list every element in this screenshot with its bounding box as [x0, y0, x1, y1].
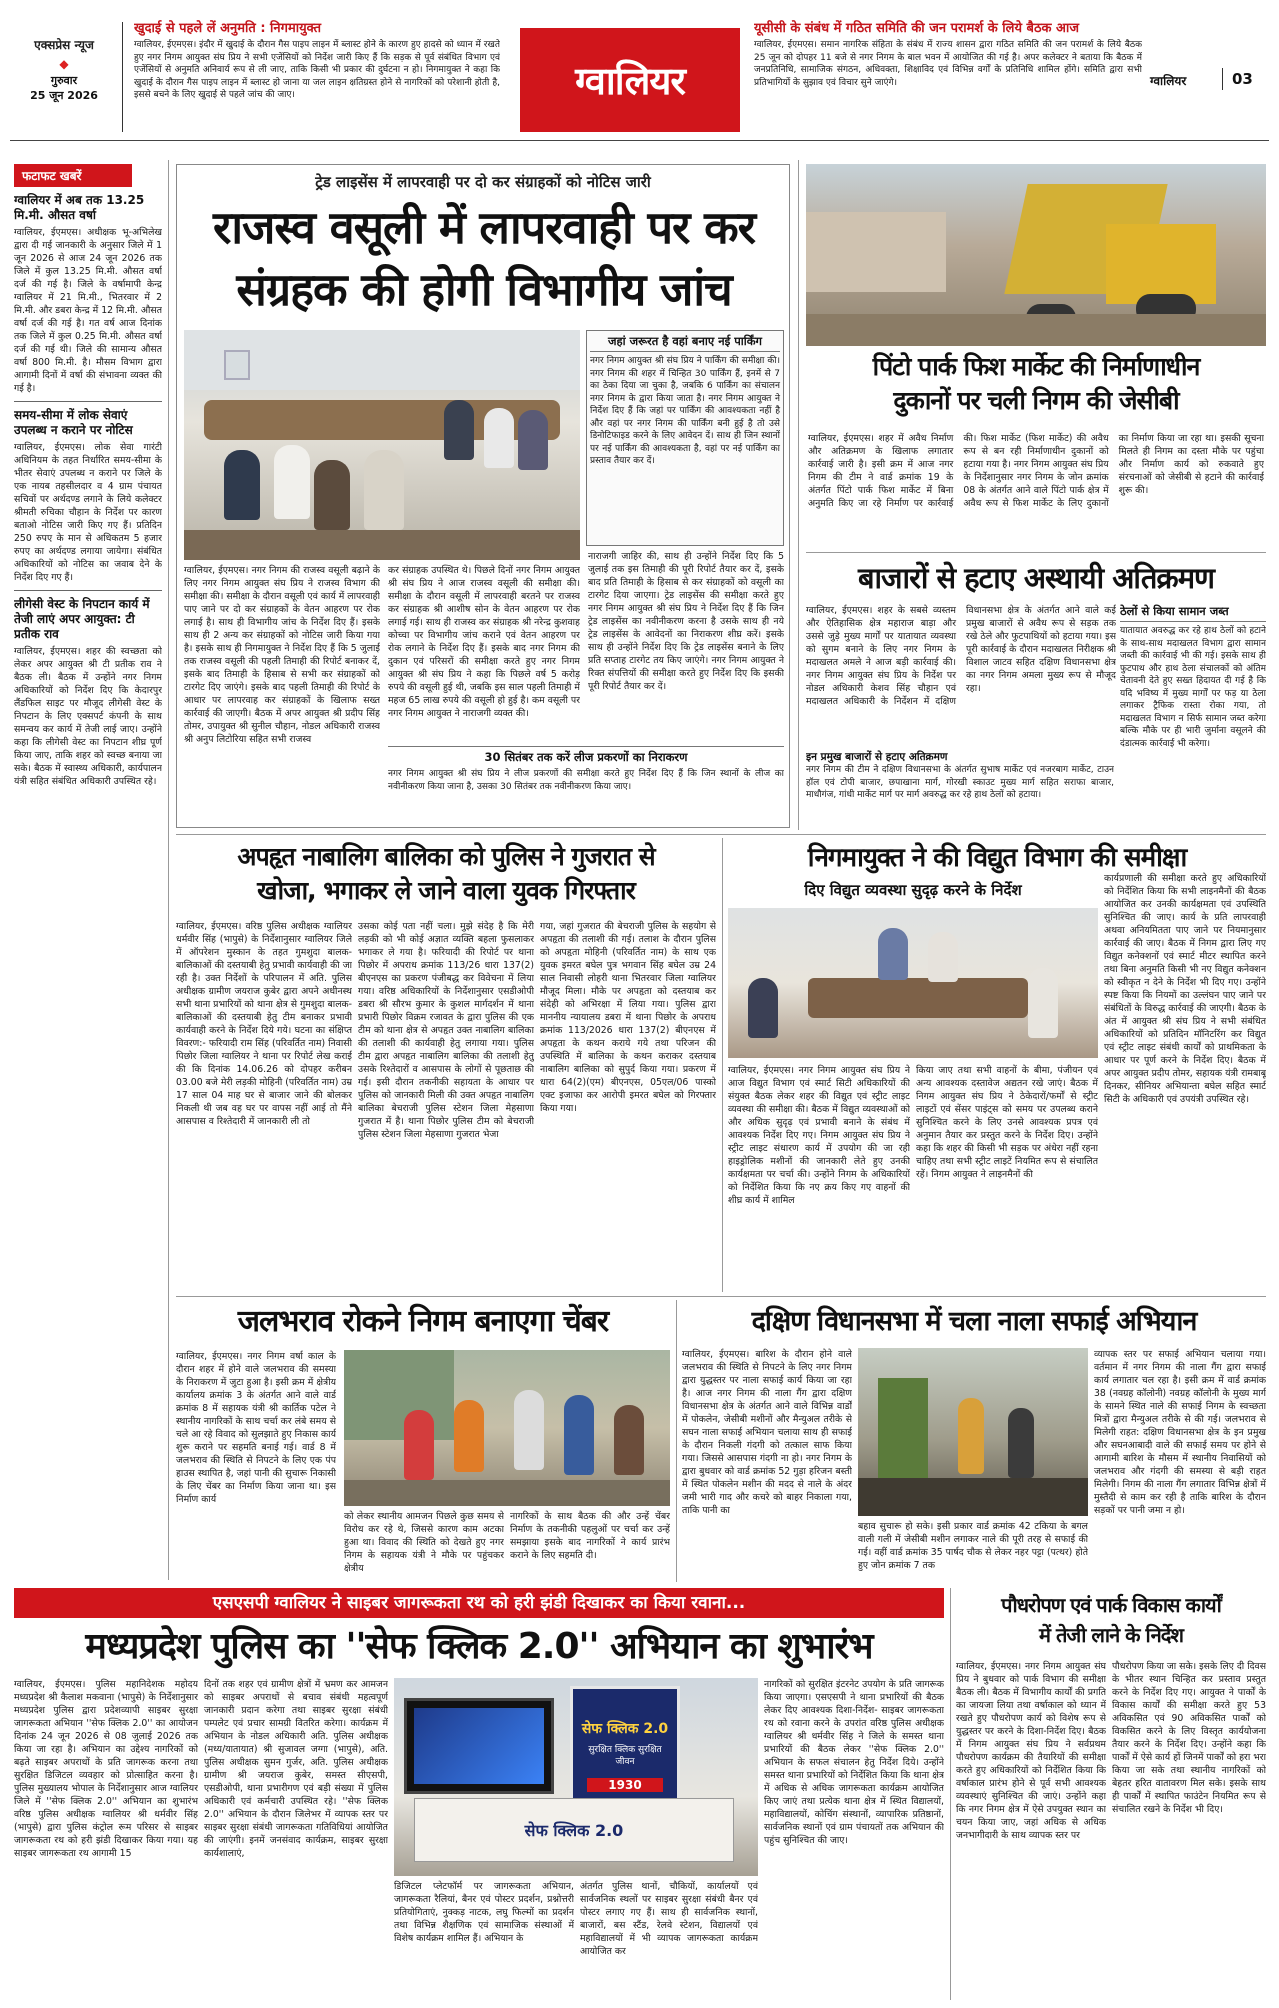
lease-strip: [388, 746, 784, 822]
power-col-2: किया जाए तथा सभी वाहनों के बीमा, पंजीयन एवं अन्य आवश्यक दस्तावेज अद्यतन रखे जाएं। बैठक में निगम आयुक्त संघ प्रिय ने ठेकेदारों/फर्मों से स्ट्रीट लाइटों एवं सेंसर पाइंट्स को समय पर उपलब्ध कराने सुनिश्चित करने के लिए उनसे आवश्यक प्रपत्र एवं अनुमान तैयार कर प्रस्तुत करने के निर्देश दिए। उन्होंने कहा कि शहर की किसी भी सड़क पर अंधेरा नहीं रहना चाहिए तथा सभी स्ट्रीट लाइटें नियमित रूप से संचालित रहें। निगम आयुक्त ने लाइनमैनों की: [916, 1065, 1098, 1180]
lead-kicker: ट्रेड लाइसेंस में लापरवाही पर दो कर संग्राहकों को नोटिस जारी: [315, 173, 651, 191]
sidebar-item: [14, 408, 162, 584]
drain-col-2: बहाव सुचारू हो सके। इसी प्रकार वार्ड क्रमांक 42 टकिया के बगल वाली गली में जेसीबी मशीन लगाकर नाले की पूरी तरह से सफाई की गई। वहीं वार्ड क्रमांक 35 पार्षद चौक से लेकर नहर पट्टा (पत्थर) होते हुए जोन क्रमांक 7 तक: [858, 1521, 1088, 1571]
poster-helpline: 1930: [587, 1778, 663, 1792]
lease-strip-title: 30 सितंबर तक करें लीज प्रकरणों का निराकरण: [484, 750, 688, 764]
power-subhead: दिए विद्युत व्यवस्था सुदृढ़ करने के निर्देश: [804, 881, 1022, 899]
bazar-box-body: यातायात अवरुद्ध कर रहे हाथ ठेलों को हटाने के साथ-साथ मदाखलत विभाग द्वारा सामान जब्ती की कार्रवाई भी की गई। इसके साथ ही फुटपाथ और हाथ ठेला संचालकों को अंतिम चेतावनी देते हुए सख्त हिदायत दी गई है कि यदि भविष्य में मुख्य मार्गों पर फड़ या ठेला लगाकर ट्रैफिक रास्ता रोका गया, तो मदाखलत विभाग न सिर्फ सामान जब्त करेगा बल्कि मौके पर ही भारी जुर्माना वसूलने की दंडात्मक कार्रवाई भी करेगा।: [1120, 626, 1266, 749]
lead-col-1: ग्वालियर, ईएमएस। नगर निगम की राजस्व वसूली बढ़ाने के लिए नगर निगम आयुक्त संघ प्रिय ने राजस्व विभाग की समीक्षा की। समीक्षा के दौरान वसूली एवं कार्य में लापरवाही पाए जाने पर दो कर संग्राहकों के वेतन आहरण पर रोक लगाई है। साथ ही विभागीय जांच के निर्देश दिए हैं। इसके साथ ही 2 अन्य कर संग्राहकों को नोटिस जारी किया गया है। इसके साथ ही निगमायुक्त ने निर्देश दिए हैं कि 5 जुलाई तक राजस्व वसूली की पहली तिमाही की रिपोर्ट बनाकर दें, इसके बाद तिमाही के हिसाब से सभी कर संग्राहकों को टारगेट दिए जाएंगे। इसके बाद पहली तिमाही की रिपोर्ट के आधार पर लापरवाह कर संग्राहकों के खिलाफ सख्त कार्रवाई की जाएगी। बैठक में अपर आयुक्त श्री प्रदीप सिंह तोमर, उपायुक्त श्री सुनील चौहान, नोडल अधिकारी राजस्व श्री अनुप लिटोरिया सहित सभी राजस्व: [184, 565, 380, 745]
sidebar-item: [14, 597, 162, 788]
page-city: ग्वालियर: [1150, 74, 1187, 88]
pinto-photo: [806, 164, 1266, 346]
bazar-strip: [806, 750, 1114, 826]
section-box: [520, 28, 740, 132]
plant-headline-2: में तेजी लाने के निर्देश: [1039, 1623, 1183, 1647]
lead-col-3: नाराजगी जाहिर की, साथ ही उन्होंने निर्देश दिए कि 5 जुलाई तक इस तिमाही की पूरी रिपोर्ट तैयार कर दें, इसके बाद प्रति तिमाही के हिसाब से कर संग्राहकों को वसूली का टारगेट दिया जाएगा। ट्रेड लाइसेंस की समीक्षा करते हुए नगर निगम आयुक्त श्री संघ प्रिय ने निर्देश दिए हैं कि जिन ट्रेड लाइसेंस का नवीनीकरण करना है उसके साथ ही नये ट्रेड लाइसेंस के आवेदनों का निराकरण शीघ्र करें। इसके साथ ही उन्होंने निर्देश दिए कि ट्रेड लाइसेंस बनाने के लिए प्रति सप्ताह टारगेट तय किए जाएंगे। नगर निगम आयुक्त ने रिक्त संपत्तियों की समीक्षा करते हुए निर्देश दिए कि इसकी पूरी रिपोर्ट तैयार कर दें।: [588, 551, 784, 692]
lease-strip-body: नगर निगम आयुक्त श्री संघ प्रिय ने लीज प्रकरणों की समीक्षा करते हुए निर्देश दिए हैं कि जिन स्थानों के लीज का नवीनीकरण किया जाना है, उसका 30 सितंबर तक नवीनीकरण किया जाए।: [388, 769, 784, 792]
sidebar-item-body: ग्वालियर, ईएमएस। शहर की स्वच्छता को लेकर अपर आयुक्त श्री टी प्रतीक राव ने बैठक ली। बैठक में उन्होंने नगर निगम अधिकारियों को निर्देश दिए कि केदारपुर लैंडफिल साइट पर मौजूद लीगेसी वेस्ट के निपटान के लिए एक्सपर्ट कंपनी के साथ समन्वय कर कार्य में तेजी लाई जाए। उन्होंने कहा कि लीगेसी वेस्ट का निपटान शीघ्र पूर्ण किया जाए, ताकि शहर को स्वच्छ बनाया जा सके। बैठक में स्वास्थ्य अधिकारी, कार्यपालन यंत्री सहित संबंधित अधिकारी उपस्थित रहे।: [14, 646, 162, 787]
flood-headline: जलभराव रोकने निगम बनाएगा चेंबर: [237, 1304, 609, 1339]
cyber-photo: [394, 1678, 758, 1876]
section-title: ग्वालियर: [575, 59, 685, 103]
sidebar: [14, 164, 162, 1582]
brand-box: [18, 30, 110, 118]
flood-photo: [344, 1350, 670, 1506]
plant-col-2: पौधरोपण किया जा सके। इसके लिए दी दिवस के भीतर स्थान चिन्हित कर प्रस्ताव प्रस्तुत करने के निर्देश दिए गए। आयुक्त ने पार्कों के विकास कार्यों की समीक्षा करते हुए 53 अविकसित एवं 90 अविकसित पार्कों को विकसित करने के लिए विस्तृत कार्ययोजना तैयार करने के निर्देश दिए। उन्होंने कहा कि पार्कों में ऐसे कार्य हों जिनमें पार्कों को हरा भरा किया जा सके तथा स्थानीय नागरिकों को बेहतर हरित वातावरण मिल सके। इसके साथ ही पार्कों में स्थापित फाउंटेन नियमित रूप से संचालित रखने के निर्देश भी दिए।: [1112, 1661, 1266, 1815]
lead-photo: [184, 330, 580, 560]
top-left-title: खुदाई से पहले लें अनुमति : निगमायुक्त: [134, 21, 322, 36]
parking-box-title: जहां जरूरत है वहां बनाए नई पार्किंग: [590, 334, 780, 352]
sidebar-item-title: लीगेसी वेस्ट के निपटान कार्य में तेजी लाएं अपर आयुक्त: टी प्रतीक राव: [14, 597, 150, 641]
masthead-day: गुरुवार: [50, 74, 78, 87]
flood-col-1: ग्वालियर, ईएमएस। नगर निगम वर्षा काल के दौरान शहर में होने वाले जलभराव की समस्या के निराकरण में जुटा हुआ है। इसी क्रम में क्षेत्रीय कार्यालय क्रमांक 3 के अंतर्गत आने वाले वार्ड क्रमांक 8 में सहायक यंत्री श्री कार्तिक पटेल ने स्थानीय नागरिकों के साथ चर्चा कर लंबे समय से चले आ रहे विवाद को सुलझाते हुए निकास कार्य शुरू कराने पर सहमति बनाई गई। वार्ड 8 में जलभराव की स्थिति से निपटने के लिए एक पंप हाउस स्थापित है, जहां पानी की सुचारू निकासी के लिए चेंबर का निर्माण किया जाना था। इस निर्माण कार्य: [176, 1351, 336, 1505]
pinto-body: ग्वालियर, ईएमएस। शहर में अवैध निर्माण और अतिक्रमण के खिलाफ लगातार कार्रवाई जारी है। इसी क्रम में आज नगर निगम की टीम ने वार्ड क्रमांक 19 के अंतर्गत पिंटो पार्क फिश मार्केट में बिना अनुमति किए जा रहे निर्माण पर कार्रवाई की। फिश मार्केट (फिश मार्केट) की अवैध रूप से बन रही निर्माणाधीन दुकानों को हटाया गया है। नगर निगम आयुक्त संघ प्रिय के निर्देशानुसार नगर निगम के जोन क्रमांक 08 के अंतर्गत आने वाले पिंटो पार्क क्षेत्र में अवैध रूप से फिश मार्केट के लिए दुकानों का निर्माण किया जा रहा था। इसकी सूचना मिलते ही निगम का दस्ता मौके पर पहुंचा और निर्माण कार्य को रुकवाते हुए संरचनाओं को जेसीबी से हटाने की कार्रवाई शुरू की।: [808, 433, 1264, 509]
top-left-body: ग्वालियर, ईएमएस। इंदौर में खुदाई के दौरान गैस पाइप लाइन में ब्लास्ट होने के कारण हुए हादसे को ध्यान में रखते हुए नगर निगम आयुक्त संघ प्रिय ने सभी एजेंसियों को निर्देश जारी किए हैं कि सड़क से पूर्व संबंधित विभाग एवं एजेंसियों से अनुमति अनिवार्य रूप से ली जाए, ताकि किसी भी प्रकार की दुर्घटना न हो। निगमायुक्त ने कहा कि खुदाई के दौरान गैस पाइप लाइन में ब्लास्ट हो जाना या जल लाइन क्षतिग्रस्त होने से नागरिकों को परेशानी होती है, इससे बचने के लिए खुदाई से पहले जांच की जाए।: [134, 40, 500, 101]
parking-box-body: नगर निगम आयुक्त श्री संघ प्रिय ने पार्किंग की समीक्षा की। नगर निगम की शहर में चिन्हित 30 पार्किंग हैं, इनमें से 7 का ठेका दिया जा चुका है, जबकि 6 पार्किंग का संचालन नगर निगम के द्वारा किया जाता है। नगर निगम आयुक्त ने निर्देश दिए हैं कि जहां पर पार्किंग की आवश्यकता नहीं है और वहां पर नगर निगम की पार्किंग बनी हुई है तो उसे डिनोटिफाइड करने के लिए आवेदन दें। साथ ही जिन स्थानों पर नई पार्किंग की आवश्यकता है, वहां पर नई पार्किंग का प्रस्ताव तैयार कर दें।: [590, 356, 780, 466]
bazar-strip-title: इन प्रमुख बाजारों से हटाए अतिक्रमण: [806, 751, 948, 763]
top-right-title: यूसीसी के संबंध में गठित समिति की जन परामर्श के लिये बैठक आज: [754, 21, 1079, 36]
cyber-col-4: अंतर्गत पुलिस थानों, चौकियों, कार्यालयों एवं सार्वजनिक स्थलों पर साइबर सुरक्षा संबंधी बैनर एवं पोस्टर लगाए गए हैं। साथ ही सार्वजनिक स्थानों, बाजारों, बस स्टैंड, रेलवे स्टेशन, विद्यालयों एवं महाविद्यालयों में भी व्यापक जागरूकता कार्यक्रम आयोजित कर: [580, 1881, 758, 1957]
masthead: [0, 0, 1279, 135]
bazar-box-title: ठेलों से किया सामान जब्त: [1120, 604, 1266, 622]
sidebar-item-title: समय-सीमा में लोक सेवाएं उपलब्ध न कराने पर नोटिस: [14, 408, 133, 437]
poster-sub: सुरक्षित क्लिक सुरक्षित जीवन: [588, 1745, 662, 1767]
page-number: 03: [1232, 70, 1253, 88]
masthead-date: 25 जून 2026: [30, 89, 98, 102]
sidebar-item-body: ग्वालियर, ईएमएस। लोक सेवा गारंटी अधिनियम के तहत निर्धारित समय-सीमा के भीतर सेवाएं उपलब्ध न कराने पर जिले के एक नायब तहसीलदार व 4 ग्राम पंचायत सचिवों पर अर्थदण्ड लगाने के लिये कलेक्टर श्रीमती रुचिका चौहान के निर्देश पर कारण बताओ नोटिस जारी किए गए हैं। प्रतिदिन 250 रुपए के मान से अधिकतम 5 हजार रुपए का अर्थदण्ड लगाया जायेगा। संबंधित अधिकारियों को नोटिस का जवाब देने के निर्देश दिए गए हैं।: [14, 442, 162, 583]
top-right-body: ग्वालियर, ईएमएस। समान नागरिक संहिता के संबंध में राज्य शासन द्वारा गठित समिति की जन परामर्श के लिये बैठक 25 जून को दोपहर 11 बजे से नगर निगम के बाल भवन में आयोजित की गई है। अपर कलेक्टर ने बताया कि बैठक में जनप्रतिनिधि, सामाजिक संगठन, अधिवक्ता, शिक्षाविद एवं विभिन्न वर्गों के प्रतिनिधि शामिल होंगे। समिति द्वारा सभी प्रतिभागियों के सुझाव एवं विचार सुने जाएंगे।: [754, 40, 1142, 88]
cyber-banner: [14, 1588, 944, 1618]
sidebar-item-body: ग्वालियर, ईएमएस। अधीक्षक भू-अभिलेख द्वारा दी गई जानकारी के अनुसार जिले में 1 जून 2026 से आज 24 जून 2026 तक जिले में कुल 13.25 मि.मी. औसत वर्षा दर्ज की गई है। जिले के वर्षामापी केन्द्र ग्वालियर में 21 मि.मी., भितरवार में 2 मि.मी. और डबरा केन्द्र में 12 मि.मी. औसत वर्षा दर्ज की गई है। गत वर्ष आज दिनांक तक जिले में कुल 0.25 मि.मी. औसत वर्षा दर्ज की गई थी। जिले की सामान्य औसत वर्षा 800 मि.मी. है। मौसम विभाग द्वारा आगामी दिनों में वर्षा की संभावना व्यक्त की गई है।: [14, 227, 162, 394]
flood-col-2: को लेकर स्थानीय आमजन पिछले कुछ समय से विरोध कर रहे थे, जिससे कारण काम अटका हुआ था। विवाद की स्थिति को देखते हुए नगर निगम के सहायक यंत्री ने मौके पर पहुंचकर क्षेत्रीय: [344, 1511, 504, 1574]
pinto-headline-2: दुकानों पर चली निगम की जेसीबी: [893, 386, 1179, 415]
top-left-story: [134, 18, 500, 130]
drain-photo: [858, 1348, 1088, 1516]
minor-headline-2: खोजा, भगाकर ले जाने वाला युवक गिरफ्तार: [257, 876, 635, 905]
top-right-story: [754, 18, 1142, 130]
minor-col-2: उसका कोई पता नहीं चला। मुझे संदेह है कि मेरी लड़की को भी कोई अज्ञात व्यक्ति बहला फुसलाकर भगाकर ले गया है। फरियादी की रिपोर्ट पर थाना पिछोर में अपराध क्रमांक 113/26 धारा 137(2) बीएनएस का प्रकरण पंजीबद्ध कर विवेचना में लिया गया। वरिष्ठ अधिकारियों के निर्देशानुसार एसडीओपी डबरा श्री सौरभ कुमार के कुशल मार्गदर्शन में थाना प्रभारी पिछोर विक्रम रजावत के द्वारा पुलिस की एक टीम को थाना क्षेत्र से अपहृत उक्त नाबालिग बालिका की तलाशी की कार्यवाही हेतु लगाया गया। पुलिस टीम द्वारा अपहृत नाबालिग बालिका की तलाशी हेतु उसके रिश्तेदारों व आसपास के लोगों से पूछताछ की गई। इसी दौरान तकनीकी सहायता के आधार पर पुलिस को जानकारी मिली की उक्त अपहृत नाबालिग बालिका बेचराजी पुलिस स्टेशन जिला मेहसाणा गुजरात में है। थाना पिछोर पुलिस टीम को बेचराजी पुलिस स्टेशन जिला मेहसाणा गुजरात भेजा: [358, 921, 534, 1140]
lead-headline-2: संग्रहक की होगी विभागीय जांच: [236, 263, 732, 316]
bazar-strip-body: नगर निगम की टीम ने दक्षिण विधानसभा के अंतर्गत सुभाष मार्केट एवं नजरबाग मार्केट, टाउन हॉल एवं टोपी बाजार, छपाखाना मार्ग, गोरखी स्काउट मुख्य मार्ग सहित सराफा बाजार, माधौगंज, गांधी मार्केट मार्ग पर मार्ग अवरुद्ध कर रहे हाथ ठेलों को हटाया।: [806, 765, 1114, 800]
minor-col-3: गया, जहां गुजरात की बेचराजी पुलिस के सहयोग से अपहृता की तलाशी की गई। तलाश के दौरान पुलिस को अपहृता मोहिनी (परिवर्तित नाम) के साथ एक युवक इमरत बघेल पुत्र भगवान सिंह बघेल उम्र 24 साल निवासी लोहरी थाना भितरवार जिला ग्वालियर मौजूद मिला। मौके पर अपहृता को दस्तयाब कर संदेही को अभिरक्षा में लिया गया। पुलिस द्वारा माननीय न्यायालय डबरा में थाना पिछोर के अपराध क्रमांक 113/2026 धारा 137(2) बीएनएस में अपहृता के कथन कराये गये तथा परिजन की उपस्थिति में बालिका के कथन कराकर दस्तयाब नाबालिग बालिका को सुपुर्द किया गया। प्रकरण में धारा 64(2)(एम) बीएनएस, 05एल/06 पास्को एक्ट इजाफा कर आरोपी इमरत बघेल को गिरफ्तार किया गया।: [540, 921, 716, 1114]
bazar-body: ग्वालियर, ईएमएस। शहर के सबसे व्यस्तम और ऐतिहासिक क्षेत्र महाराज बाड़ा और उससे जुड़े मुख्य मार्गों पर यातायात व्यवस्था को सुगम बनाने के लिए नगर निगम के मदाखलत अमले ने आज बड़ी कार्रवाई की। नगर निगम आयुक्त संघ प्रिय के निर्देश पर नोडल अधिकारी केशव सिंह चौहान एवं मदाखलत अधिकारी के निर्देशन में दक्षिण विधानसभा क्षेत्र के अंतर्गत आने वाले कई प्रमुख बाजारों से अवैध रूप से सड़क तक रखे ठेले और फुटपाथियों को हटाया गया। इस पूरी कार्रवाई के दौरान मदाखलत निरीक्षक श्री विशाल जाटव सहित दक्षिण विधानसभा क्षेत्र का नगर निगम अमला मुख्य रूप से मौजूद रहा।: [806, 605, 1116, 707]
poster-title: सेफ क्लिक 2.0: [581, 1721, 669, 1737]
diamond-icon: ◆: [59, 57, 69, 71]
plant-col-1: ग्वालियर, ईएमएस। नगर निगम आयुक्त संघ प्रिय ने बुधवार को पार्क विभाग की समीक्षा बैठक ली। बैठक में विभागीय कार्यों की प्रगति का जायजा लिया तथा वर्षाकाल को ध्यान में रखते हुए पौधरोपण कार्य को विशेष रूप से युद्धस्तर पर करने के दिशा-निर्देश दिए। बैठक में निगम आयुक्त संघ प्रिय ने सर्वप्रथम पौधरोपण कार्यक्रम की तैयारियों की समीक्षा करते हुए अधिकारियों को निर्देशित किया कि वर्षाकाल प्रारंभ होने से पूर्व सभी आवश्यक व्यवस्थाएं सुनिश्चित की जाएं। उन्होंने कहा कि नगर निगम क्षेत्र में ऐसे उपयुक्त स्थान का चयन किया जाए, जहां अधिक से अधिक जनभागीदारी के साथ व्यापक स्तर पर: [956, 1661, 1106, 1841]
bazar-box: [1120, 604, 1266, 822]
power-col-1: ग्वालियर, ईएमएस। नगर निगम आयुक्त संघ प्रिय ने आज विद्युत विभाग एवं स्मार्ट सिटी अधिकारियों की संयुक्त बैठक लेकर शहर की विद्युत एवं स्ट्रीट लाइट व्यवस्था की समीक्षा की। बैठक में विद्युत व्यवस्थाओं को और अधिक सुदृढ़ एवं प्रभावी बनाने के संबंध में आवश्यक निर्देश दिए गए। निगम आयुक्त संघ प्रिय ने स्ट्रीट लाइट संधारण कार्य में उपयोग की जा रही हाइड्रोलिक मशीनों की जानकारी लेते हुए उनकी कार्यक्षमता पर चर्चा की। उन्होंने निगम के अधिकारियों को निर्देशित किया कि नए क्रय किए गए वाहनों की शीघ्र कार्य में शामिल: [728, 1065, 910, 1206]
minor-headline-1: अपहृत नाबालिग बालिका को पुलिस ने गुजरात से: [237, 842, 655, 871]
flood-col-3: नागरिकों के साथ बैठक की और उन्हें चेंबर निर्माण के तकनीकी पहलुओं पर चर्चा कर उन्हें समझाया इसके बाद नागरिकों ने कार्य प्रारंभ कराने के लिए सहमति दी।: [510, 1511, 670, 1561]
cyber-van: [414, 1798, 734, 1862]
bazar-headline: बाजारों से हटाए अस्थायी अतिक्रमण: [857, 561, 1215, 595]
sidebar-item: [14, 193, 162, 395]
pinto-headline-1: पिंटो पार्क फिश मार्केट की निर्माणाधीन: [872, 352, 1200, 381]
power-headline: निगमायुक्त ने की विद्युत विभाग की समीक्षा: [807, 843, 1187, 873]
lead-headline-1: राजस्व वसूली में लापरवाही पर कर: [212, 201, 756, 254]
drain-col-3: व्यापक स्तर पर सफाई अभियान चलाया गया। वर्तमान में नगर निगम की नाला गैंग द्वारा सफाई कार्य लगातार चल रहा है। इसी क्रम में वार्ड क्रमांक 38 (नवग्रह कॉलोनी) नवग्रह कॉलोनी के मुख्य मार्ग के सामने स्थित नाले की सफाई निगम के स्वच्छता मित्रों द्वारा मैन्युअल तरीके से की गई। जलभराव से मिलेगी राहत: दक्षिण विधानसभा क्षेत्र के इन प्रमुख और सघनआबादी वाले की सफाई समय पर होने से आगामी बारिश के मौसम में स्थानीय निवासियों को जलभराव और गंदगी की समस्या से बड़ी राहत मिलेगी। निगम की नाला गैंग लगातार विभिन्न क्षेत्रों में मुस्तैदी से काम कर रही है ताकि बारिश के दौरान सड़कों पर पानी जमा न हो।: [1094, 1349, 1266, 1516]
power-photo: [728, 908, 1098, 1058]
sidebar-label: फटाफट खबरें: [14, 164, 132, 187]
drain-headline: दक्षिण विधानसभा में चला नाला सफाई अभियान: [751, 1306, 1197, 1337]
power-col-3: कार्यप्रणाली की समीक्षा करते हुए अधिकारियों को निर्देशित किया कि सभी लाइनमैनों की बैठक आयोजित कर उनकी कार्यक्षमता एवं उपस्थिति सुनिश्चित की जाए। कार्य के प्रति लापरवाही अथवा अनियमितता पाए जाने पर नियमानुसार कार्रवाई की जाए। बैठक में निगम द्वारा लिए गए विद्युत कनेक्शनों एवं स्मार्ट मीटर स्थापित करने तथा बिना अनुमति किसी भी नए विद्युत कनेक्शन को स्वीकृत न देने के निर्देश भी दिए गए। उन्होंने स्पष्ट किया कि नियमों का उल्लंघन पाए जाने पर संबंधितों के विरुद्ध कार्रवाई की जाएगी। बैठक के अंत में आयुक्त श्री संघ प्रिय ने सभी संबंधित अधिकारियों को प्रतिदिन मॉनिटरिंग कर विद्युत एवं स्ट्रीट लाइट संबंधी कार्यों को प्राथमिकता के आधार पर पूर्ण करने के निर्देश दिए। बैठक में अपर आयुक्त प्रदीप तोमर, सहायक यंत्री रामबाबू दिनकर, सीनियर अभियान्ता बघेल सहित स्मार्ट सिटी के अधिकारी एवं उपयंत्री उपस्थित रहे।: [1104, 873, 1266, 1105]
plant-headline-1: पौधरोपण एवं पार्क विकास कार्यों: [1001, 1593, 1221, 1617]
cyber-col-2: दिनों तक शहर एवं ग्रामीण क्षेत्रों में भ्रमण कर आमजन को साइबर अपराधों से बचाव संबंधी महत्वपूर्ण जानकारी प्रदान करेगा तथा साइबर सुरक्षा संबंधी पम्पलेट एवं प्रचार सामग्री वितरित करेगा। कार्यक्रम में अभियान के नोडल अधिकारी अति. पुलिस अधीक्षक (मध्य/यातायात) श्री सुजावल जग्गा (भापुसे), अति. पुलिस अधीक्षक सुमन गुर्जर, अति. पुलिस अधीक्षक ग्रामीण श्री जयराज कुबेर, समस्त सीएसपी, एसडीओपी, थाना प्रभारीगण एवं बड़ी संख्या में पुलिस अधिकारी एवं कर्मचारी उपस्थित रहे। ''सेफ क्लिक 2.0'' अभियान के दौरान जिलेभर में व्यापक स्तर पर साइबर सुरक्षा संबंधी जागरूकता गतिविधियां आयोजित की जाएंगी। इनमें जनसंवाद कार्यक्रम, साइबर सुरक्षा कार्यशालाएं,: [204, 1679, 388, 1859]
cyber-banner-text: एसएसपी ग्वालियर ने साइबर जागरूकता रथ को हरी झंडी दिखाकर का किया रवाना...: [212, 1593, 746, 1613]
lead-col-2: कर संग्राहक उपस्थित थे। पिछले दिनों नगर निगम आयुक्त श्री संघ प्रिय ने आज राजस्व वसूली की समीक्षा की। समीक्षा के दौरान वसूली में लापरवाही बरतने पर राजस्व कर संग्राहक श्री आशीष सोन के वेतन आहरण पर रोक लगाई गई। साथ ही राजस्व कर संग्राहक श्री नरेन्द्र कुशवाह कोच्चा पर विभागीय जांच कराने एवं वेतन आहरण पर रोक लगाने के निर्देश दिए हैं। इसके बाद नगर निगम की दुकान एवं परिसरों की समीक्षा करते हुए नगर निगम आयुक्त श्री संघ प्रिय ने कहा कि पिछले वर्ष 5 करोड़ रुपये की वसूली हुई थी, जबकि इस साल पहली तिमाही में महज 65 लाख रुपये की वसूली हो हुई है। कम वसूली पर नगर निगम आयुक्त ने नाराजगी व्यक्त की।: [388, 565, 580, 719]
van-text: सेफ क्लिक 2.0: [524, 1821, 624, 1840]
sidebar-item-title: ग्वालियर में अब तक 13.25 मि.मी. औसत वर्षा: [14, 193, 145, 222]
drain-col-1: ग्वालियर, ईएमएस। बारिश के दौरान होने वाले जलभराव की स्थिति से निपटने के लिए नगर निगम द्वारा युद्धस्तर पर नाला सफाई कार्य किया जा रहा है। आज नगर निगम की नाला गैंग द्वारा दक्षिण विधानसभा क्षेत्र के अंतर्गत आने वाले विभिन्न वार्डों में पोकलेन, जेसीबी मशीनों और मैन्युअल तरीके से सघन नाला सफाई अभियान चलाया साथ ही सफाई के दौरान निकली गंदगी को तत्काल साफ किया गया। जिससे आसपास गंदगी ना हो। नगर निगम के द्वारा बुधवार को वार्ड क्रमांक 52 गुड़ा हरिजन बस्ती में स्थित पोकलेन मशीन की मदद से नाले के अंदर जमी भारी गाद और कचरे को बाहर निकाला गया, ताकि पानी का: [682, 1349, 852, 1516]
parking-box: [586, 330, 784, 546]
cyber-col-5: नागरिकों को सुरक्षित इंटरनेट उपयोग के प्रति जागरूक किया जाएगा। एसएसपी ने थाना प्रभारियों की बैठक लेकर दिए आवश्यक दिशा-निर्देश- साइबर जागरूकता रथ को रवाना करने के उपरांत वरिष्ठ पुलिस अधीक्षक ग्वालियर श्री धर्मवीर सिंह ने जिले के समस्त थाना प्रभारियों की बैठक लेकर ''सेफ क्लिक 2.0'' अभियान के सफल संचालन हेतु निर्देश दिये। उन्होंने समस्त थाना प्रभारियों को निर्देशित किया कि थाना क्षेत्र में अधिक से अधिक जागरूकता कार्यक्रम आयोजित किए जाएं तथा प्रत्येक थाना क्षेत्र में स्थित विद्यालयों, महाविद्यालयों, कोचिंग संस्थानों, व्यापारिक प्रतिष्ठानों, सार्वजनिक स्थानों एवं ग्राम पंचायतों तक अभियान की पहुंच सुनिश्चित की जाए।: [764, 1679, 944, 1846]
cyber-headline: मध्यप्रदेश पुलिस का ''सेफ क्लिक 2.0'' अभियान का शुभारंभ: [85, 1626, 873, 1667]
minor-col-1: ग्वालियर, ईएमएस। वरिष्ठ पुलिस अधीक्षक ग्वालियर धर्मवीर सिंह (भापुसे) के निर्देशानुसार ग्वालियर जिले में ऑपरेशन मुस्कान के तहत गुमशुदा बालक-बालिकाओं की दस्तयाबी हेतु प्रभावी कार्यवाही की जा रही है। उक्त निर्देशों के परिपालन में अति. पुलिस अधीक्षक ग्रामीण जयराज कुबेर द्वारा अपने अधीनस्थ सभी थाना प्रभारियों को थाना क्षेत्र से गुमशुदा बालक-बालिकाओं की दस्तयाबी हेतु टीम बनाकर प्रभावी कार्यवाही करने के निर्देश दिये गये। घटना का संक्षिप्त विवरण:- फरियादी राम सिंह (परिवर्तित नाम) निवासी पिछोर जिला ग्वालियर ने थाना पर रिपोर्ट लेख कराई की कि दिनांक 14.06.26 को दोपहर करीबन 03.00 बजे मेरी लड़की मोहिनी (परिवर्तित नाम) उम्र 17 साल 04 माह घर से बाजार जाने की बोलकर निकली थी जब वह घर पर वापस नहीं आई तो मैंने आसपास व रिश्तेदारी में जानकारी ली तो: [176, 921, 352, 1127]
brand-name: एक्सप्रेस न्यूज: [34, 38, 94, 52]
cyber-col-1: ग्वालियर, ईएमएस। पुलिस महानिदेशक महोदय मध्यप्रदेश श्री कैलाश मकवाना (भापुसे) के निर्देशानुसार मध्यप्रदेश पुलिस द्वारा प्रदेशव्यापी साइबर सुरक्षा जागरूकता अभियान ''सेफ क्लिक 2.0'' का आयोजन दिनांक 24 जून 2026 से 08 जुलाई 2026 तक किया जा रहा है। अभियान का उद्देश्य नागरिकों को बढ़ते साइबर अपराधों के प्रति जागरूक करना तथा सुरक्षित डिजिटल व्यवहार को प्रोत्साहित करना है। पुलिस मुख्यालय भोपाल के निर्देशानुसार आज ग्वालियर जिले में ''सेफ क्लिक 2.0'' अभियान का शुभारंभ वरिष्ठ पुलिस अधीक्षक ग्वालियर श्री धर्मवीर सिंह (भापुसे) द्वारा पुलिस कंट्रोल रूम परिसर से साइबर जागरूकता रथ को हरी झंडी दिखाकर किया गया। यह साइबर जागरूकता रथ आगामी 15: [14, 1679, 198, 1859]
cyber-col-3: डिजिटल प्लेटफॉर्म पर जागरूकता अभियान, जागरूकता रैलियां, बैनर एवं पोस्टर प्रदर्शन, प्रश्नोत्तरी प्रतियोगिताएं, नुक्कड़ नाटक, लघु फिल्मों का प्रदर्शन तथा विभिन्न शैक्षणिक एवं सामाजिक संस्थाओं में विशेष कार्यक्रम शामिल हैं। अभियान के: [394, 1881, 574, 1944]
